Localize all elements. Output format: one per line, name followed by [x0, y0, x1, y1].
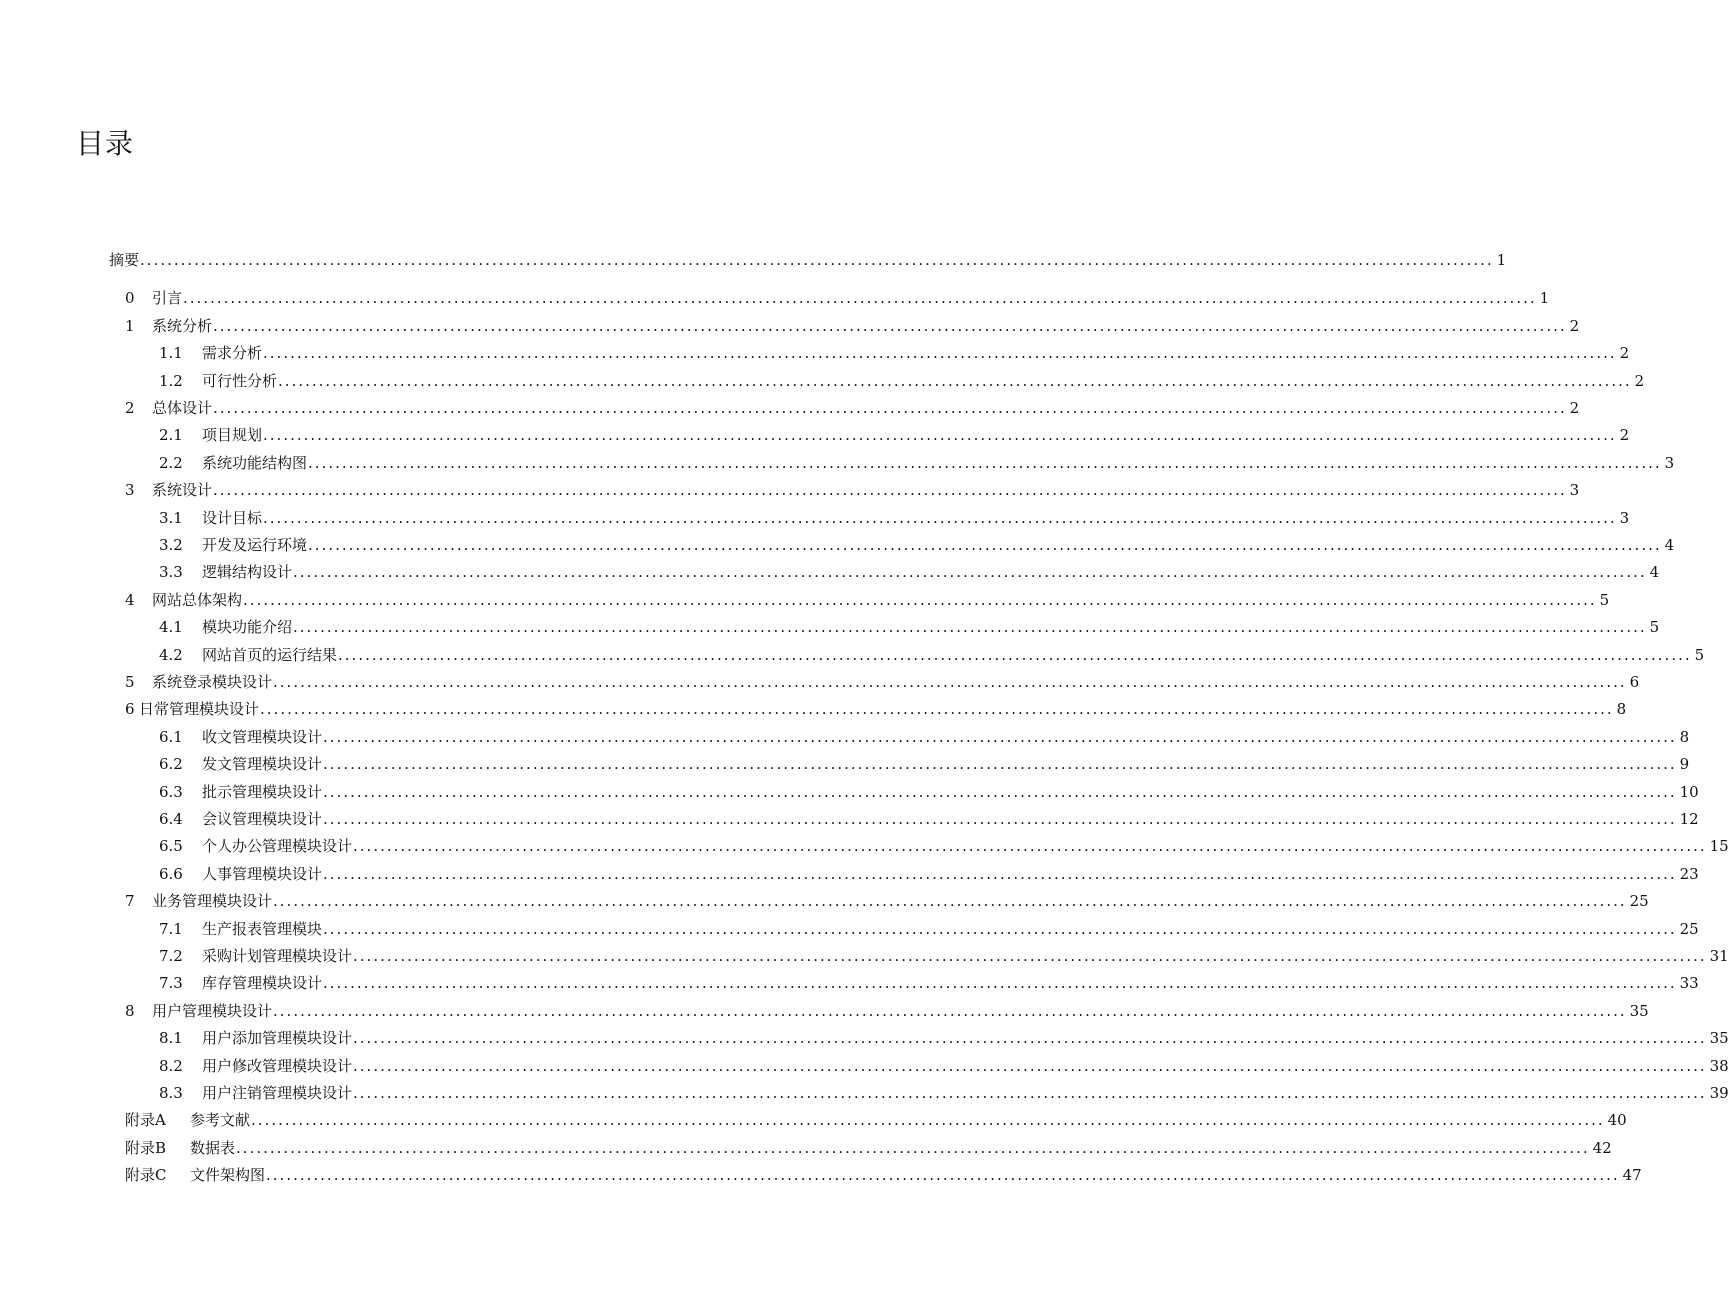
dot-leader: ........................................................................................................................................................................................................: [323, 974, 1677, 993]
toc-entry-page-number: 1: [1539, 289, 1550, 308]
toc-entry[interactable]: [159, 1021, 1729, 1048]
toc-entry-number: 0: [125, 289, 135, 308]
toc-entry-page-number: 25: [1629, 892, 1649, 911]
toc-entry-page-number: 33: [1679, 974, 1699, 993]
toc-entry-title: 总体设计: [152, 399, 213, 417]
toc-entry-page-number: 15: [1709, 837, 1729, 856]
toc-entry-number: 6.1: [159, 727, 183, 746]
toc-entry-page-number: 2: [1619, 426, 1630, 445]
dot-leader: ........................................................................................................................................................................................................: [213, 399, 1567, 417]
dot-leader: ........................................................................................................................................................................................................: [353, 1029, 1707, 1048]
dot-leader: ........................................................................................................................................................................................................: [323, 864, 1677, 883]
toc-entry[interactable]: [125, 1158, 1642, 1185]
dot-leader: ........................................................................................................................................................................................................: [353, 1084, 1707, 1102]
toc-entry[interactable]: [159, 446, 1675, 473]
toc-entry-title: 网站首页的运行结果: [202, 645, 338, 664]
toc-entry-title: 网站总体架构: [152, 590, 243, 609]
toc-entry-number: 4: [125, 590, 135, 609]
dot-leader: ........................................................................................................................................................................................................: [236, 1138, 1590, 1157]
toc-entry-title: 项目规划: [202, 426, 263, 445]
toc-entry-page-number: 5: [1649, 618, 1660, 637]
dot-leader: ........................................................................................................................................................................................................: [263, 508, 1617, 527]
toc-entry-page-number: 38: [1709, 1056, 1729, 1075]
toc-entry-number: 7.1: [159, 919, 183, 938]
toc-entry-title: 个人办公管理模块设计: [202, 837, 353, 856]
toc-entry[interactable]: [159, 555, 1660, 582]
toc-entry-number: 1.2: [159, 371, 183, 390]
toc-entry[interactable]: [159, 610, 1660, 637]
toc-entry-number: 4.2: [159, 645, 183, 664]
toc-entry-page-number: 8: [1679, 727, 1690, 746]
toc-entry-number: 6.3: [159, 782, 183, 801]
toc-entry[interactable]: [125, 391, 1580, 418]
toc-entry-title: 可行性分析: [202, 371, 278, 390]
toc-entry-page-number: 47: [1622, 1166, 1642, 1185]
toc-entry-title: 开发及运行环境: [202, 536, 308, 554]
toc-entry-number: 6.6: [159, 864, 183, 883]
toc-entry-title: 收文管理模块设计: [202, 727, 323, 746]
toc-entry-title: 用户修改管理模块设计: [202, 1056, 353, 1075]
toc-entry[interactable]: [109, 243, 1507, 270]
toc-entry-title: 模块功能介绍: [202, 618, 293, 637]
toc-entry-title: 业务管理模块设计: [152, 892, 273, 911]
dot-leader: ........................................................................................................................................................................................................: [308, 453, 1662, 472]
toc-entry-page-number: 12: [1679, 810, 1699, 828]
toc-entry[interactable]: [159, 775, 1699, 802]
toc-entry[interactable]: [159, 939, 1729, 966]
toc-entry-title: 发文管理模块设计: [202, 755, 323, 774]
dot-leader: ........................................................................................................................................................................................................: [213, 481, 1567, 500]
dot-leader: ........................................................................................................................................................................................................: [183, 289, 1537, 308]
toc-entry-page-number: 42: [1592, 1138, 1612, 1157]
page-title: 目录: [76, 127, 135, 160]
toc-entry-page-number: 5: [1599, 590, 1610, 609]
toc-entry-number: 2: [125, 399, 135, 417]
dot-leader: ........................................................................................................................................................................................................: [323, 755, 1677, 774]
toc-entry-page-number: 35: [1709, 1029, 1729, 1048]
toc-entry-page-number: 2: [1619, 344, 1630, 363]
dot-leader: ........................................................................................................................................................................................................: [323, 782, 1677, 801]
toc-entry-page-number: 23: [1679, 864, 1699, 883]
toc-entry-page-number: 25: [1679, 919, 1699, 938]
toc-entry[interactable]: [125, 583, 1610, 610]
dot-leader: ........................................................................................................................................................................................................: [263, 426, 1617, 445]
toc-entry[interactable]: [159, 829, 1729, 856]
toc-entry-page-number: 5: [1694, 645, 1705, 664]
dot-leader: ........................................................................................................................................................................................................: [263, 344, 1617, 363]
toc-entry[interactable]: [159, 966, 1699, 993]
toc-entry[interactable]: [125, 692, 1627, 719]
toc-entry-number: 2.2: [159, 453, 183, 472]
toc-entry[interactable]: [125, 1131, 1612, 1158]
toc-entry[interactable]: [159, 528, 1675, 555]
toc-entry-page-number: 9: [1679, 755, 1690, 774]
toc-entry-title: 系统设计: [152, 481, 213, 500]
toc-entry[interactable]: [159, 802, 1699, 829]
toc-entry-number: 6.5: [159, 837, 183, 856]
dot-leader: ........................................................................................................................................................................................................: [353, 1056, 1707, 1075]
toc-entry[interactable]: [159, 418, 1630, 445]
toc-entry-number: 4.1: [159, 618, 183, 637]
toc-entry-number: 6.4: [159, 810, 183, 828]
toc-entry[interactable]: [125, 1103, 1627, 1130]
toc-entry-page-number: 35: [1629, 1001, 1649, 1020]
toc-entry-title: 会议管理模块设计: [202, 810, 323, 828]
toc-entry-title: 批示管理模块设计: [202, 782, 323, 801]
toc-entry-title: 引言: [152, 289, 183, 308]
toc-entry[interactable]: [159, 747, 1690, 774]
toc-entry[interactable]: [125, 281, 1550, 308]
dot-leader: ........................................................................................................................................................................................................: [266, 1166, 1620, 1185]
toc-entry-number: 8.1: [159, 1029, 183, 1048]
toc-entry-title: 生产报表管理模块: [202, 919, 323, 938]
dot-leader: ........................................................................................................................................................................................................: [338, 645, 1692, 664]
toc-entry-title: 逻辑结构设计: [202, 563, 293, 582]
toc-entry-number: 3.1: [159, 508, 183, 527]
toc-entry-page-number: 31: [1709, 947, 1729, 965]
toc-entry-title: 系统分析: [152, 316, 213, 335]
toc-entry-page-number: 4: [1664, 536, 1675, 554]
toc-entry-title: 数据表: [190, 1138, 236, 1157]
toc-entry-number: 7: [125, 892, 135, 911]
dot-leader: ........................................................................................................................................................................................................: [213, 316, 1567, 335]
dot-leader: ........................................................................................................................................................................................................: [260, 700, 1614, 719]
toc-entry-number: 8.3: [159, 1084, 183, 1102]
toc-entry-title: 库存管理模块设计: [202, 974, 323, 993]
toc-entry-page-number: 2: [1569, 316, 1580, 335]
toc-entry[interactable]: [125, 473, 1580, 500]
toc-entry-number: 附录A: [125, 1111, 166, 1130]
toc-entry-page-number: 40: [1607, 1111, 1627, 1130]
toc-entry-page-number: 2: [1569, 399, 1580, 417]
toc-entry[interactable]: [125, 884, 1649, 911]
dot-leader: ........................................................................................................................................................................................................: [323, 919, 1677, 938]
toc-entry-page-number: 3: [1664, 453, 1675, 472]
dot-leader: ........................................................................................................................................................................................................: [273, 1001, 1627, 1020]
toc-entry-number: 7.2: [159, 947, 183, 965]
toc-entry-page-number: 1: [1496, 251, 1507, 269]
toc-entry[interactable]: [159, 912, 1699, 939]
toc-entry-number: 附录B: [125, 1138, 167, 1157]
toc-entry[interactable]: [159, 720, 1690, 747]
dot-leader: ........................................................................................................................................................................................................: [140, 251, 1494, 269]
toc-entry[interactable]: [159, 501, 1630, 528]
toc-entry-number: 8: [125, 1001, 135, 1020]
dot-leader: ........................................................................................................................................................................................................: [293, 618, 1647, 637]
dot-leader: ........................................................................................................................................................................................................: [323, 727, 1677, 746]
toc-entry[interactable]: [159, 1049, 1729, 1076]
dot-leader: ........................................................................................................................................................................................................: [293, 563, 1647, 582]
dot-leader: ........................................................................................................................................................................................................: [353, 947, 1707, 965]
toc-entry[interactable]: [159, 638, 1705, 665]
toc-entry-number: 3.3: [159, 563, 183, 582]
toc-entry-page-number: 6: [1629, 673, 1640, 691]
toc-entry-title: 日常管理模块设计: [139, 700, 260, 719]
toc-entry-title: 参考文献: [190, 1111, 251, 1130]
toc-entry[interactable]: [125, 994, 1649, 1021]
toc-entry-number: 1.1: [159, 344, 183, 363]
dot-leader: ........................................................................................................................................................................................................: [278, 371, 1632, 390]
toc-entry-title: 用户管理模块设计: [152, 1001, 273, 1020]
toc-entry[interactable]: [159, 857, 1699, 884]
toc-entry-number: 1: [125, 316, 135, 335]
toc-entry-page-number: 2: [1634, 371, 1645, 390]
toc-entry-title: 采购计划管理模块设计: [202, 947, 353, 965]
toc-entry-title: 系统功能结构图: [202, 453, 308, 472]
toc-entry-number: 3.2: [159, 536, 183, 554]
toc-entry-page-number: 10: [1679, 782, 1699, 801]
toc-entry[interactable]: [125, 309, 1580, 336]
dot-leader: ........................................................................................................................................................................................................: [323, 810, 1677, 828]
dot-leader: ........................................................................................................................................................................................................: [243, 590, 1597, 609]
dot-leader: ........................................................................................................................................................................................................: [308, 536, 1662, 554]
toc-entry-number: 6.2: [159, 755, 183, 774]
toc-entry-page-number: 8: [1616, 700, 1627, 719]
toc-entry-number: 3: [125, 481, 135, 500]
toc-entry-number: 5: [125, 673, 135, 691]
toc-entry-title: 摘要: [109, 251, 140, 269]
toc-entry-title: 设计目标: [202, 508, 263, 527]
toc-entry-title: 需求分析: [202, 344, 263, 363]
toc-entry[interactable]: [159, 1076, 1729, 1103]
toc-entry-number: 附录C: [125, 1166, 167, 1185]
toc-entry[interactable]: [125, 665, 1640, 692]
toc-entry-number: 8.2: [159, 1056, 183, 1075]
dot-leader: ........................................................................................................................................................................................................: [273, 673, 1627, 691]
toc-entry-number: 7.3: [159, 974, 183, 993]
toc-entry-number: 2.1: [159, 426, 183, 445]
toc-entry-title: 人事管理模块设计: [202, 864, 323, 883]
toc-entry-page-number: 39: [1709, 1084, 1729, 1102]
toc-entry[interactable]: [159, 364, 1645, 391]
toc-entry-title: 用户注销管理模块设计: [202, 1084, 353, 1102]
dot-leader: ........................................................................................................................................................................................................: [273, 892, 1627, 911]
toc-entry-page-number: 4: [1649, 563, 1660, 582]
toc-entry-page-number: 3: [1569, 481, 1580, 500]
toc-entry-number: 6: [125, 700, 135, 719]
toc-entry-title: 系统登录模块设计: [152, 673, 273, 691]
toc-entry[interactable]: [159, 336, 1630, 363]
toc-entry-title: 文件架构图: [190, 1166, 266, 1185]
dot-leader: ........................................................................................................................................................................................................: [251, 1111, 1605, 1130]
toc-entry-title: 用户添加管理模块设计: [202, 1029, 353, 1048]
toc-entry-page-number: 3: [1619, 508, 1630, 527]
dot-leader: ........................................................................................................................................................................................................: [353, 837, 1707, 856]
